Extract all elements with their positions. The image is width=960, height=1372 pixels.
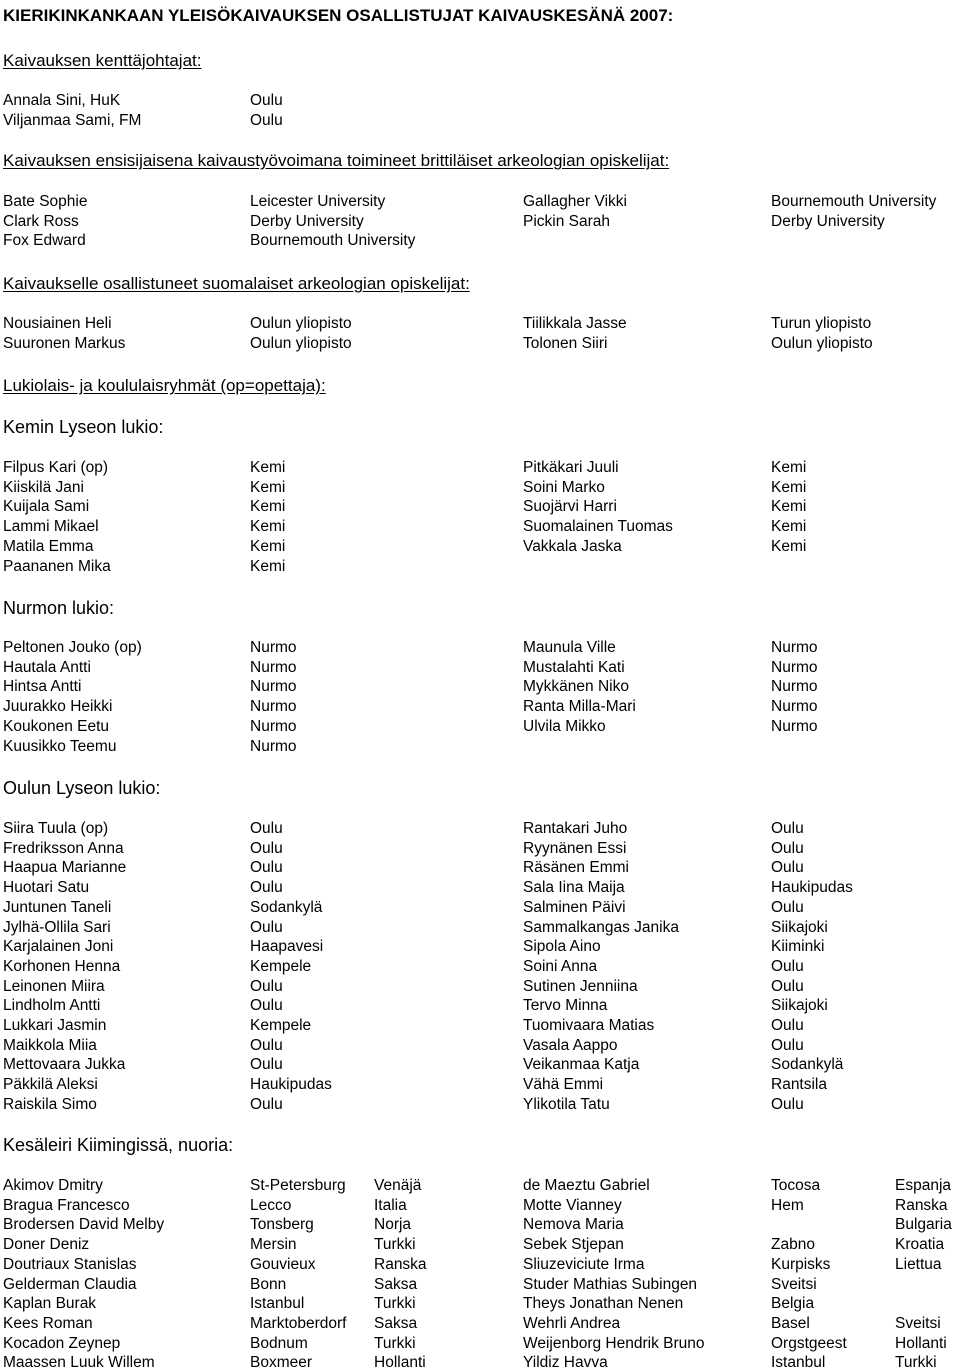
participant-location: Orgstgeest bbox=[771, 1334, 847, 1352]
participant-name: Lindholm Antti bbox=[3, 997, 101, 1015]
participant-name: Lukkari Jasmin bbox=[3, 1017, 107, 1034]
participant-name: Ranta Milla-Mari bbox=[523, 698, 636, 716]
participant-location: Liettua bbox=[895, 1255, 942, 1273]
participant-name: Yildiz Havva bbox=[523, 1354, 608, 1372]
participant-name: Raiskila Simo bbox=[3, 1095, 97, 1113]
participant-location: Kemi bbox=[771, 537, 807, 555]
participant-location: Turkki bbox=[374, 1334, 416, 1352]
participant-location: Oulun yliopisto bbox=[250, 315, 352, 332]
participant-location: Bonn bbox=[250, 1275, 287, 1293]
participant-name: Mykkänen Niko bbox=[523, 678, 629, 696]
participant-location: Nurmo bbox=[250, 639, 297, 656]
participant-location: Kemi bbox=[771, 498, 807, 516]
participant-location: Kiiminki bbox=[771, 938, 825, 956]
participant-name: Peltonen Jouko (op) bbox=[3, 639, 142, 656]
participant-location: Kemi bbox=[771, 478, 807, 496]
participant-name: Akimov Dmitry bbox=[3, 1177, 103, 1194]
participant-name: Kiiskilä Jani bbox=[3, 478, 84, 496]
participant-name: Sipola Aino bbox=[523, 938, 601, 956]
participant-name: Suojärvi Harri bbox=[523, 498, 617, 516]
participant-location: Nurmo bbox=[771, 639, 818, 656]
participant-location: Nurmo bbox=[771, 658, 818, 676]
participant-location: Kemi bbox=[250, 557, 286, 575]
participant-name: Clark Ross bbox=[3, 212, 79, 230]
participant-location: Norja bbox=[374, 1216, 412, 1234]
participant-name: Sebek Stjepan bbox=[523, 1236, 624, 1254]
participant-location: Oulu bbox=[250, 997, 283, 1015]
participant-location: Oulu bbox=[771, 977, 804, 995]
participant-name: Filpus Kari (op) bbox=[3, 459, 109, 476]
participant-location: Sveitsi bbox=[771, 1275, 817, 1293]
participant-name: Theys Jonathan Nenen bbox=[523, 1295, 684, 1313]
participant-location: Oulu bbox=[250, 918, 283, 936]
participant-location: Derby University bbox=[771, 212, 885, 230]
participant-name: Koukonen Eetu bbox=[3, 717, 110, 735]
section-heading: Kaivaukselle osallistuneet suomalaiset arkeologian opiskelijat: bbox=[3, 274, 470, 293]
participant-name: Viljanmaa Sami, FM bbox=[3, 111, 142, 129]
participant-location: Siikajoki bbox=[771, 997, 828, 1015]
participant-name: Soini Marko bbox=[523, 478, 605, 496]
participant-name: Matila Emma bbox=[3, 537, 94, 555]
participant-location: Siikajoki bbox=[771, 918, 828, 936]
participant-name: Soini Anna bbox=[523, 957, 598, 975]
participant-location: Rantsila bbox=[771, 1076, 827, 1094]
participant-location: Gouvieux bbox=[250, 1255, 316, 1273]
participant-name: Bragua Francesco bbox=[3, 1196, 130, 1214]
participant-name: Bate Sophie bbox=[3, 193, 88, 210]
participant-name: Maikkola Miia bbox=[3, 1036, 97, 1054]
participant-location: Haukipudas bbox=[771, 879, 853, 897]
participant-location: Kempele bbox=[250, 1017, 312, 1034]
participant-location: Mersin bbox=[250, 1236, 297, 1254]
participant-name: Mustalahti Kati bbox=[523, 658, 625, 676]
participant-name: Siira Tuula (op) bbox=[3, 820, 109, 837]
participant-name: Studer Mathias Subingen bbox=[523, 1275, 698, 1293]
participant-location: Turun yliopisto bbox=[771, 315, 872, 332]
participant-location: Oulu bbox=[250, 1095, 283, 1113]
participant-name: Tolonen Siiri bbox=[523, 334, 608, 352]
participant-name: Maassen Luuk Willem bbox=[3, 1354, 155, 1372]
participant-location: Espanja bbox=[895, 1177, 952, 1194]
participant-name: de Maeztu Gabriel bbox=[523, 1177, 650, 1194]
participant-name: Lammi Mikael bbox=[3, 518, 99, 536]
participant-location: Turkki bbox=[374, 1295, 416, 1313]
participant-location: Bournemouth University bbox=[771, 193, 937, 210]
participant-location: Oulu bbox=[250, 1036, 283, 1054]
participant-location: Lecco bbox=[250, 1196, 292, 1214]
participant-name: Kocadon Zeynep bbox=[3, 1334, 121, 1352]
participant-location: Oulu bbox=[771, 1036, 804, 1054]
participant-location: Kemi bbox=[250, 537, 286, 555]
participant-name: Tiilikkala Jasse bbox=[523, 315, 627, 332]
section-heading: Kesäleiri Kiimingissä, nuoria: bbox=[3, 1135, 234, 1155]
participant-name: Fredriksson Anna bbox=[3, 839, 124, 857]
participant-location: Leicester University bbox=[250, 193, 386, 210]
participant-location: Nurmo bbox=[771, 678, 818, 696]
participant-location: Nurmo bbox=[250, 678, 297, 696]
participant-name: Pitkäkari Juuli bbox=[523, 459, 619, 476]
participant-location: Oulu bbox=[250, 879, 283, 897]
participant-name: Rantakari Juho bbox=[523, 820, 628, 837]
participant-location: Oulu bbox=[771, 957, 804, 975]
participant-location: Bulgaria bbox=[895, 1216, 952, 1234]
section-heading: Kemin Lyseon lukio: bbox=[3, 417, 164, 437]
participant-name: Huotari Satu bbox=[3, 879, 90, 897]
participant-name: Juntunen Taneli bbox=[3, 898, 112, 916]
participant-name: Nousiainen Heli bbox=[3, 315, 112, 332]
participant-name: Gallagher Vikki bbox=[523, 193, 627, 210]
participant-location: Kroatia bbox=[895, 1236, 945, 1254]
section-heading: Lukiolais- ja koululaisryhmät (op=opettaja): bbox=[3, 376, 326, 395]
participant-location: Belgia bbox=[771, 1295, 815, 1313]
participant-name: Kaplan Burak bbox=[3, 1295, 97, 1313]
participant-location: Oulu bbox=[250, 839, 283, 857]
participant-name: Juurakko Heikki bbox=[3, 698, 113, 716]
participant-location: Sveitsi bbox=[895, 1314, 941, 1332]
participant-name: Kees Roman bbox=[3, 1314, 93, 1332]
participant-name: Jylhä-Ollila Sari bbox=[3, 918, 111, 936]
participant-name: Vähä Emmi bbox=[523, 1076, 604, 1094]
participant-location: Kemi bbox=[250, 459, 286, 476]
participant-location: Venäjä bbox=[374, 1177, 422, 1194]
participant-location: Marktoberdorf bbox=[250, 1314, 347, 1332]
participant-name: Paananen Mika bbox=[3, 557, 111, 575]
participant-name: Kuusikko Teemu bbox=[3, 737, 117, 755]
participant-name: Mettovaara Jukka bbox=[3, 1056, 126, 1074]
participant-name: Fox Edward bbox=[3, 232, 86, 250]
participant-name: Leinonen Miira bbox=[3, 977, 105, 995]
participant-name: Vasala Aappo bbox=[523, 1036, 618, 1054]
participant-name: Korhonen Henna bbox=[3, 957, 121, 975]
section-heading: Oulun Lyseon lukio: bbox=[3, 778, 161, 798]
participant-name: Kuijala Sami bbox=[3, 498, 90, 516]
participant-name: Salminen Päivi bbox=[523, 898, 626, 916]
participant-name: Ryynänen Essi bbox=[523, 839, 627, 857]
participant-location: Ranska bbox=[895, 1196, 948, 1214]
participant-location: Oulun yliopisto bbox=[771, 334, 873, 352]
participant-name: Doutriaux Stanislas bbox=[3, 1255, 137, 1273]
participant-name: Räsänen Emmi bbox=[523, 859, 629, 877]
participant-location: Nurmo bbox=[250, 658, 297, 676]
participant-location: Hem bbox=[771, 1196, 804, 1214]
participant-location: Nurmo bbox=[771, 717, 818, 735]
participant-name: Hautala Antti bbox=[3, 658, 91, 676]
participant-name: Haapua Marianne bbox=[3, 859, 127, 877]
participant-location: Tocosa bbox=[771, 1177, 821, 1194]
section-heading: Nurmon lukio: bbox=[3, 598, 115, 618]
participant-location: Oulu bbox=[771, 839, 804, 857]
participant-name: Motte Vianney bbox=[523, 1196, 622, 1214]
participant-name: Hintsa Antti bbox=[3, 678, 82, 696]
participant-location: Boxmeer bbox=[250, 1354, 313, 1372]
participant-location: Tonsberg bbox=[250, 1216, 314, 1234]
participant-location: Hollanti bbox=[374, 1354, 426, 1372]
participant-location: Nurmo bbox=[250, 717, 297, 735]
participant-name: Veikanmaa Katja bbox=[523, 1056, 640, 1074]
participant-location: Oulu bbox=[771, 898, 804, 916]
participant-name: Päkkilä Aleksi bbox=[3, 1076, 98, 1094]
participant-name: Sala Iina Maija bbox=[523, 879, 625, 897]
participant-name: Wehrli Andrea bbox=[523, 1314, 621, 1332]
participant-location: Kempele bbox=[250, 957, 312, 975]
participant-name: Sliuzeviciute Irma bbox=[523, 1255, 645, 1273]
participant-name: Weijenborg Hendrik Bruno bbox=[523, 1334, 705, 1352]
participant-location: Kemi bbox=[250, 498, 286, 516]
participant-location: Oulu bbox=[250, 1056, 283, 1074]
participant-location: Oulun yliopisto bbox=[250, 334, 352, 352]
participant-location: Oulu bbox=[250, 92, 283, 109]
participant-name: Doner Deniz bbox=[3, 1236, 90, 1254]
participant-location: Kemi bbox=[771, 518, 807, 536]
participant-name: Suuronen Markus bbox=[3, 334, 126, 352]
participant-name: Sutinen Jenniina bbox=[523, 977, 638, 995]
participant-name: Ulvila Mikko bbox=[523, 717, 606, 735]
participant-location: Sodankylä bbox=[771, 1056, 844, 1074]
participant-location: Kemi bbox=[771, 459, 807, 476]
document-title: KIERIKINKANKAAN YLEISÖKAIVAUKSEN OSALLISTUJAT KAIVAUSKESÄNÄ 2007: bbox=[3, 6, 674, 25]
participant-location: Istanbul bbox=[250, 1295, 305, 1313]
participant-location: Nurmo bbox=[250, 698, 297, 716]
participant-location: Oulu bbox=[250, 820, 283, 837]
participant-location: Nurmo bbox=[250, 737, 297, 755]
participant-location: Turkki bbox=[374, 1236, 416, 1254]
participant-location: Oulu bbox=[250, 977, 283, 995]
participant-name: Ylikotila Tatu bbox=[523, 1095, 610, 1113]
participant-name: Brodersen David Melby bbox=[3, 1216, 165, 1234]
participant-name: Tuomivaara Matias bbox=[523, 1017, 655, 1034]
participant-location: Oulu bbox=[771, 1095, 804, 1113]
participant-name: Karjalainen Joni bbox=[3, 938, 114, 956]
participant-location: Nurmo bbox=[771, 698, 818, 716]
participant-name: Pickin Sarah bbox=[523, 212, 611, 230]
participant-location: Kurpisks bbox=[771, 1255, 831, 1273]
participant-name: Suomalainen Tuomas bbox=[523, 518, 673, 536]
participant-location: Kemi bbox=[250, 518, 286, 536]
participant-name: Sammalkangas Janika bbox=[523, 918, 679, 936]
section-heading: Kaivauksen ensisijaisena kaivaustyövoimana toimineet brittiläiset arkeologian opiskelijat: bbox=[3, 151, 670, 170]
participant-location: Ranska bbox=[374, 1255, 427, 1273]
participant-location: Oulu bbox=[771, 1017, 804, 1034]
participant-location: Bodnum bbox=[250, 1334, 308, 1352]
participant-name: Maunula Ville bbox=[523, 639, 616, 656]
participant-location: Haukipudas bbox=[250, 1076, 332, 1094]
participant-location: Kemi bbox=[250, 478, 286, 496]
participant-location: Oulu bbox=[771, 859, 804, 877]
participant-location: St-Petersburg bbox=[250, 1177, 346, 1194]
participant-location: Turkki bbox=[895, 1354, 937, 1372]
participant-location: Derby University bbox=[250, 212, 364, 230]
participant-name: Nemova Maria bbox=[523, 1216, 624, 1234]
participant-location: Oulu bbox=[771, 820, 804, 837]
participant-name: Vakkala Jaska bbox=[523, 537, 622, 555]
participant-name: Gelderman Claudia bbox=[3, 1275, 137, 1293]
participant-location: Oulu bbox=[250, 111, 283, 129]
participant-location: Basel bbox=[771, 1314, 810, 1332]
participant-location: Istanbul bbox=[771, 1354, 826, 1372]
participant-location: Saksa bbox=[374, 1275, 418, 1293]
participant-name: Annala Sini, HuK bbox=[3, 92, 121, 109]
participant-location: Haapavesi bbox=[250, 938, 324, 956]
participant-location: Bournemouth University bbox=[250, 232, 416, 250]
participant-location: Hollanti bbox=[895, 1334, 947, 1352]
participant-location: Oulu bbox=[250, 859, 283, 877]
participant-location: Saksa bbox=[374, 1314, 418, 1332]
participant-name: Tervo Minna bbox=[523, 997, 608, 1015]
participant-location: Sodankylä bbox=[250, 898, 323, 916]
participant-location: Zabno bbox=[771, 1236, 815, 1254]
section-heading: Kaivauksen kenttäjohtajat: bbox=[3, 51, 202, 70]
participant-location: Italia bbox=[374, 1196, 407, 1214]
